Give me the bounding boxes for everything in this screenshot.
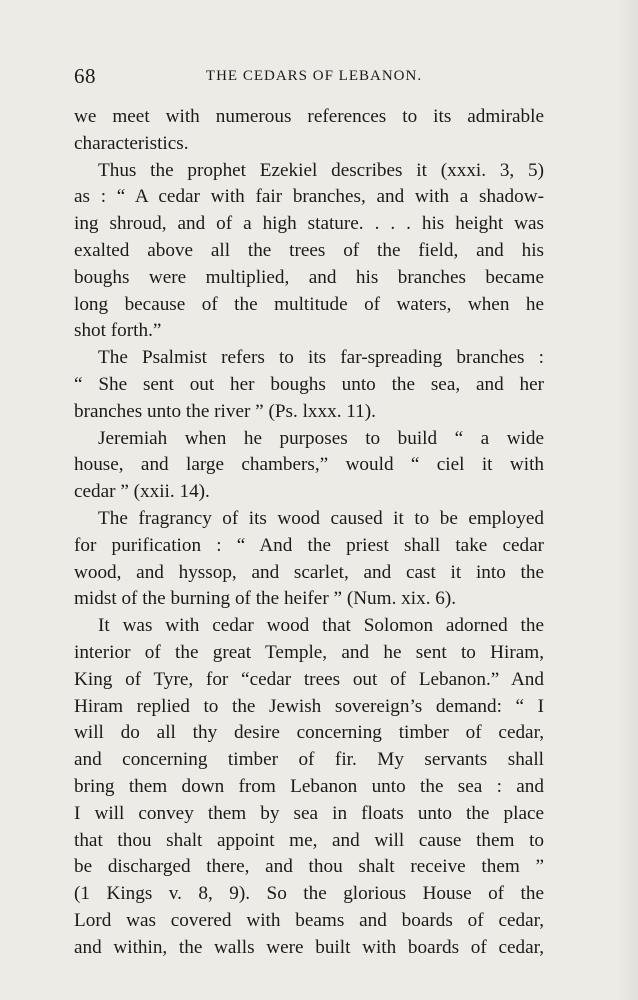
text-line: for purification : “ And the priest shall take cedar bbox=[74, 534, 544, 556]
text-line: King of Tyre, for “cedar trees out of Lebanon.” And bbox=[74, 668, 544, 690]
text-line: as : “ A cedar with fair branches, and with a shadow- bbox=[74, 186, 544, 208]
text-line: and within, the walls were built with boards of cedar, bbox=[74, 936, 544, 958]
running-title: THE CEDARS OF LEBANON. bbox=[205, 68, 423, 84]
text-line: It was with cedar wood that Solomon adorned the bbox=[98, 615, 544, 637]
text-line: we meet with numerous references to its admirable bbox=[74, 106, 544, 127]
text-line: characteristics. bbox=[74, 132, 189, 154]
text-line: cedar ” (xxii. 14). bbox=[74, 481, 210, 503]
text-line: bring them down from Lebanon unto the sea : and bbox=[74, 775, 544, 797]
text-line: Thus the prophet Ezekiel describes it (xxxi. 3, 5) bbox=[98, 159, 544, 181]
text-line: The fragrancy of its wood caused it to be employed bbox=[98, 507, 544, 529]
text-line: shot forth.” bbox=[74, 320, 162, 342]
text-line: wood, and hyssop, and scarlet, and cast it into the bbox=[74, 561, 544, 583]
text-line: The Psalmist refers to its far-spreading branches : bbox=[98, 347, 544, 369]
text-line: interior of the great Temple, and he sent to Hiram, bbox=[74, 641, 544, 663]
text-line: that thou shalt appoint me, and will cause them to bbox=[74, 829, 544, 851]
text-line: exalted above all the trees of the field, and his bbox=[74, 239, 544, 261]
text-line: midst of the burning of the heifer ” (Num. xix. 6). bbox=[74, 588, 457, 610]
text-line: branches unto the river ” (Ps. lxxx. 11). bbox=[74, 400, 376, 422]
text-line: “ She sent out her boughs unto the sea, and her bbox=[74, 373, 544, 395]
page-number: 68 bbox=[74, 64, 96, 88]
text-line: Lord was covered with beams and boards of cedar, bbox=[74, 909, 544, 931]
text-line: Jeremiah when he purposes to build “ a wide bbox=[98, 427, 544, 449]
page-header bbox=[74, 64, 544, 92]
body-text bbox=[74, 104, 544, 962]
text-line: will do all thy desire concerning timber of cedar, bbox=[74, 722, 544, 744]
text-line: house, and large chambers,” would “ ciel it with bbox=[74, 454, 544, 476]
text-line: Hiram replied to the Jewish sovereign’s demand: “ I bbox=[74, 695, 544, 717]
text-line: (1 Kings v. 8, 9). So the glorious House of the bbox=[74, 883, 544, 905]
text-line: be discharged there, and thou shalt receive them ” bbox=[74, 856, 544, 878]
text-line: boughs were multiplied, and his branches became bbox=[74, 266, 544, 288]
text-line: I will convey them by sea in floats unto the place bbox=[74, 802, 544, 824]
text-line: long because of the multitude of waters, when he bbox=[74, 293, 544, 315]
text-line: ing shroud, and of a high stature. . . . his height was bbox=[74, 213, 544, 235]
text-line: and concerning timber of fir. My servants shall bbox=[74, 749, 544, 771]
page-edge-shadow bbox=[618, 0, 638, 1000]
